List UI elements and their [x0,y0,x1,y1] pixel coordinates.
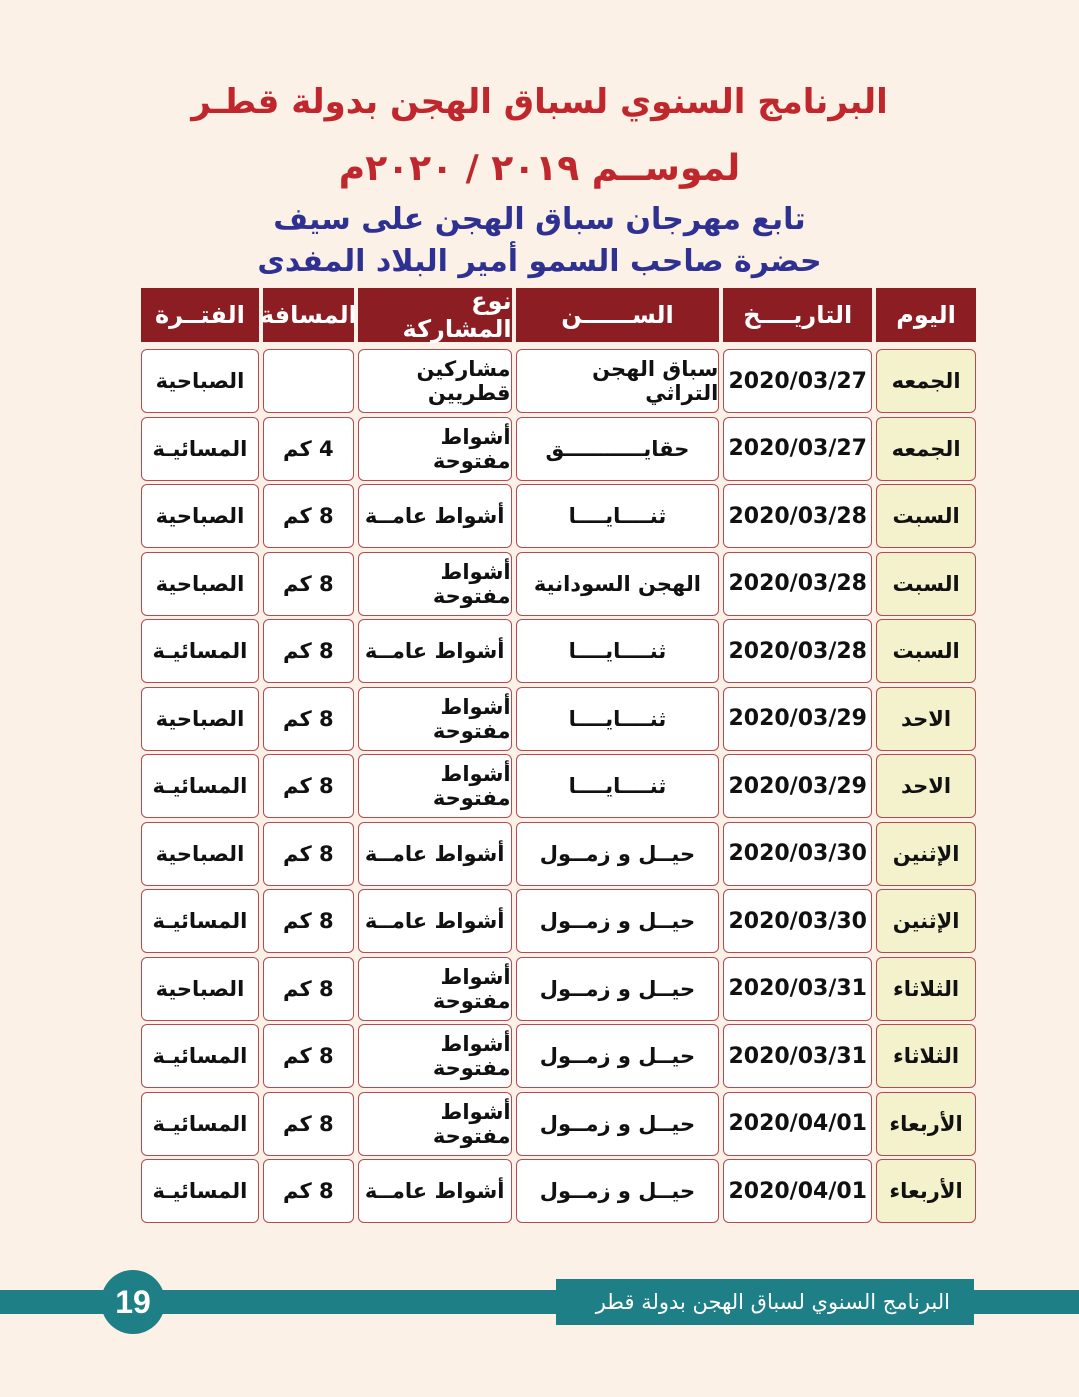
table-row [141,754,976,818]
table-header-row [141,288,976,342]
cell-distance: 8 كم [263,889,354,953]
footer-text: البرنامج السنوي لسباق الهجن بدولة قطر [556,1279,974,1325]
cell-day: السبت [876,484,976,548]
cell-age: حيــل و زمــول [516,889,720,953]
cell-date: 2020/03/31 [723,1024,872,1088]
cell-date: 2020/03/28 [723,619,872,683]
cell-age: حقايـــــــــــق [516,417,720,481]
cell-day: الجمعه [876,417,976,481]
cell-period: المسائيـة [141,1092,259,1156]
subtitle-line-1: تابع مهرجان سباق الهجن على سيف [273,202,806,237]
cell-date: 2020/03/28 [723,552,872,616]
cell-age: سباق الهجن التراثي [516,349,720,413]
cell-day: الاحد [876,754,976,818]
column-header-distance: المسافة [263,288,354,342]
table-row [141,619,976,683]
cell-period: المسائيـة [141,1159,259,1223]
cell-distance: 8 كم [263,619,354,683]
cell-age: ثنــــايــــا [516,754,720,818]
table-row [141,957,976,1021]
table-body [141,349,976,1223]
subtitle-line-2: حضرة صاحب السمو أمير البلاد المفدى [257,244,822,279]
cell-day: السبت [876,552,976,616]
season-title: لموســم ٢٠١٩ / ٢٠٢٠م [338,148,741,189]
cell-day: الثلاثاء [876,957,976,1021]
page-number: 19 [101,1270,165,1334]
table-row [141,417,976,481]
cell-day: الثلاثاء [876,1024,976,1088]
cell-participation-type: أشواط عامــة [358,619,512,683]
cell-day: الإثنين [876,889,976,953]
cell-distance [263,349,354,413]
cell-date: 2020/03/27 [723,349,872,413]
column-header-day: اليوم [876,288,976,342]
table-row [141,1159,976,1223]
table-row [141,822,976,886]
cell-period: المسائيـة [141,754,259,818]
cell-participation-type: أشواط مفتوحة [358,1024,512,1088]
column-header-participation-type: نوع المشاركة [358,288,512,342]
cell-period: الصباحية [141,822,259,886]
cell-distance: 8 كم [263,687,354,751]
cell-participation-type: أشواط مفتوحة [358,552,512,616]
cell-participation-type: أشواط مفتوحة [358,957,512,1021]
cell-date: 2020/03/29 [723,754,872,818]
cell-age: ثنــــايــــا [516,619,720,683]
cell-participation-type: مشاركين قطريين [358,349,512,413]
cell-age: حيــل و زمــول [516,957,720,1021]
cell-period: الصباحية [141,349,259,413]
cell-period: الصباحية [141,687,259,751]
cell-participation-type: أشواط عامــة [358,822,512,886]
cell-period: المسائيـة [141,619,259,683]
cell-day: الإثنين [876,822,976,886]
cell-date: 2020/03/28 [723,484,872,548]
cell-date: 2020/04/01 [723,1092,872,1156]
cell-age: حيــل و زمــول [516,1159,720,1223]
cell-date: 2020/03/29 [723,687,872,751]
cell-participation-type: أشواط مفتوحة [358,1092,512,1156]
cell-date: 2020/03/30 [723,822,872,886]
cell-date: 2020/03/27 [723,417,872,481]
cell-date: 2020/03/30 [723,889,872,953]
cell-participation-type: أشواط مفتوحة [358,417,512,481]
table-row [141,1092,976,1156]
cell-participation-type: أشواط مفتوحة [358,754,512,818]
cell-period: الصباحية [141,957,259,1021]
column-header-date: التاريــــخ [723,288,872,342]
cell-period: المسائيـة [141,889,259,953]
table-row [141,1024,976,1088]
cell-distance: 8 كم [263,754,354,818]
cell-distance: 4 كم [263,417,354,481]
column-header-period: الفتــرة [141,288,259,342]
cell-distance: 8 كم [263,957,354,1021]
cell-participation-type: أشواط عامــة [358,1159,512,1223]
cell-period: المسائيـة [141,1024,259,1088]
cell-day: الأربعاء [876,1092,976,1156]
table-row [141,484,976,548]
table-row [141,687,976,751]
table-row [141,552,976,616]
schedule-table [141,288,976,1227]
cell-day: الأربعاء [876,1159,976,1223]
cell-distance: 8 كم [263,1024,354,1088]
table-row [141,889,976,953]
cell-day: السبت [876,619,976,683]
cell-participation-type: أشواط عامــة [358,484,512,548]
cell-distance: 8 كم [263,552,354,616]
cell-age: ثنــــايــــا [516,687,720,751]
cell-date: 2020/03/31 [723,957,872,1021]
cell-period: الصباحية [141,552,259,616]
cell-age: ثنــــايــــا [516,484,720,548]
cell-participation-type: أشواط مفتوحة [358,687,512,751]
cell-distance: 8 كم [263,484,354,548]
column-header-age: الســــــن [516,288,720,342]
cell-distance: 8 كم [263,1159,354,1223]
cell-age: حيــل و زمــول [516,822,720,886]
page-title: البرنامج السنوي لسباق الهجن بدولة قطـر [191,82,888,122]
cell-age: حيــل و زمــول [516,1092,720,1156]
cell-date: 2020/04/01 [723,1159,872,1223]
cell-day: الاحد [876,687,976,751]
cell-age: الهجن السودانية [516,552,720,616]
cell-period: المسائيـة [141,417,259,481]
cell-distance: 8 كم [263,1092,354,1156]
table-row [141,349,976,413]
cell-day: الجمعه [876,349,976,413]
cell-age: حيــل و زمــول [516,1024,720,1088]
cell-period: الصباحية [141,484,259,548]
cell-distance: 8 كم [263,822,354,886]
cell-participation-type: أشواط عامــة [358,889,512,953]
